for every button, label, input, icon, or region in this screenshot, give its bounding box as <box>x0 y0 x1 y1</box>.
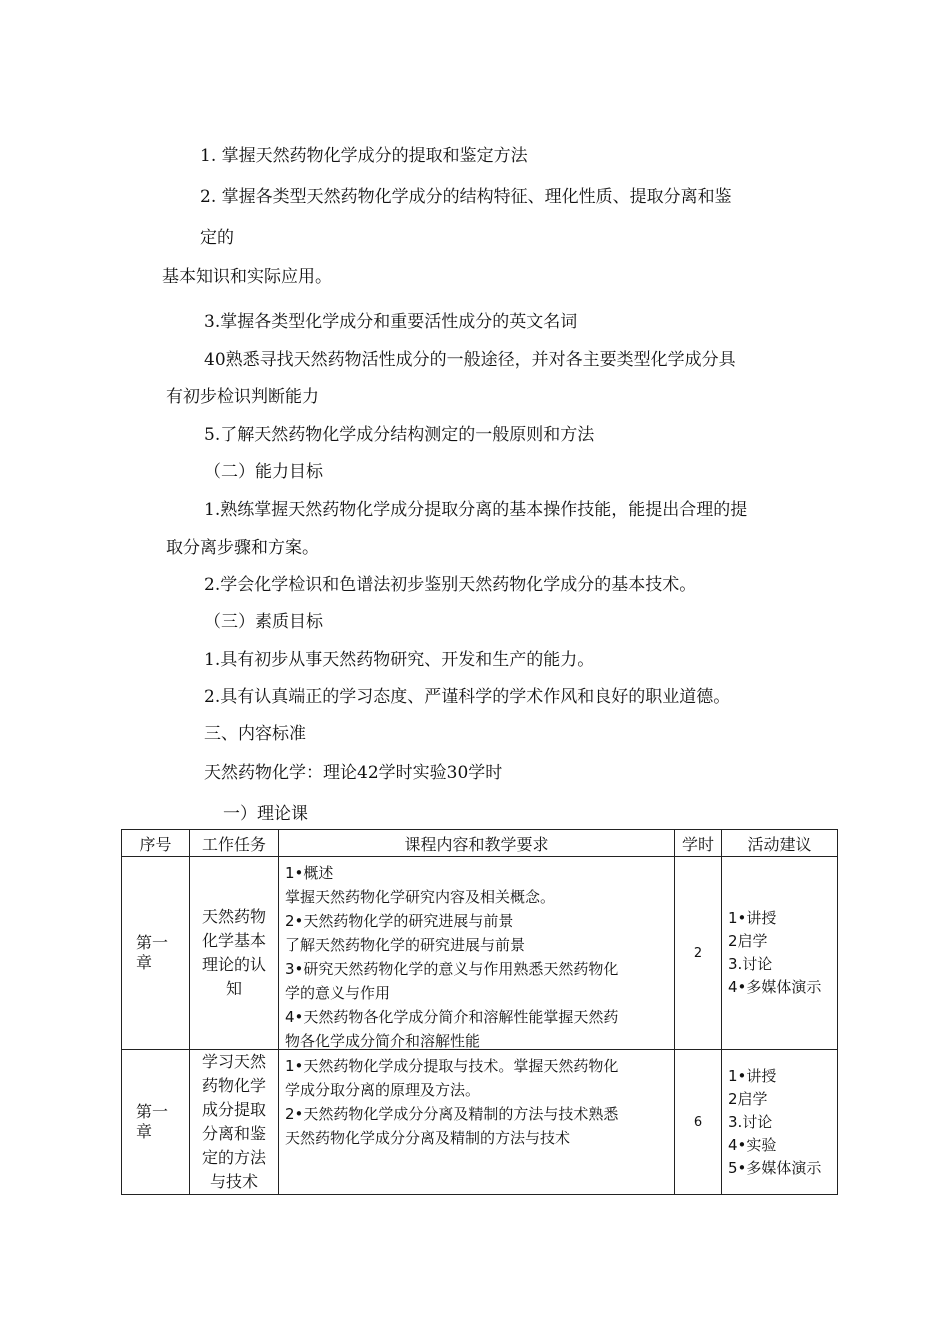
row-task: 天然药物化学基本理论的认知 <box>201 907 266 998</box>
content-line: 掌握天然药物化学研究内容及相关概念。 <box>285 888 556 906</box>
content-line: 3•研究天然药物化学的意义与作用熟悉天然药物化 <box>285 960 619 978</box>
header-activities: 活动建议 <box>722 830 838 857</box>
content-line: 2•天然药物化学的研究进展与前景 <box>285 912 514 930</box>
objective-line-5: 5.了解天然药物化学成分结构测定的一般原则和方法 <box>204 425 595 445</box>
row-task-cell <box>190 857 279 1050</box>
row-task: 学习天然药物化学成分提取分离和鉴定的方法与技术 <box>201 1052 266 1191</box>
activity-item: 3.讨论 <box>728 1112 773 1131</box>
table-row <box>122 857 838 1050</box>
objective-line-1: 1. 掌握天然药物化学成分的提取和鉴定方法 <box>200 146 528 166</box>
section-heading-ability: （二）能力目标 <box>204 462 323 482</box>
course-hours-line: 天然药物化学：理论42学时实验30学时 <box>204 763 503 783</box>
row-seq: 第一章 <box>136 1102 169 1141</box>
row-content-cell <box>279 1050 675 1195</box>
header-task: 工作任务 <box>190 830 279 857</box>
content-line: 学成分取分离的原理及方法。 <box>285 1081 481 1099</box>
objective-line-2-cont: 基本知识和实际应用。 <box>162 267 332 287</box>
content-line: 物各化学成分简介和溶解性能 <box>285 1032 481 1048</box>
content-line: 2•天然药物化学成分分离及精制的方法与技术熟悉 <box>285 1105 619 1123</box>
row-seq-cell <box>122 1050 190 1195</box>
activity-item: 1•讲授 <box>728 909 777 927</box>
activity-item: 2启学 <box>728 932 768 950</box>
row-content-cell <box>279 857 675 1050</box>
content-line: 学的意义与作用 <box>285 984 391 1002</box>
row-seq: 第一章 <box>136 933 169 972</box>
table-header-row <box>122 830 838 857</box>
ability-line-1-cont: 取分离步骤和方案。 <box>166 538 319 558</box>
content-line: 1•天然药物化学成分提取与技术。掌握天然药物化 <box>285 1057 619 1075</box>
objective-line-3: 3.掌握各类型化学成分和重要活性成分的英文名词 <box>204 312 578 332</box>
activity-item: 4•多媒体演示 <box>728 978 822 996</box>
section-heading-quality: （三）素质目标 <box>204 612 323 632</box>
row-activities-cell <box>722 857 838 1050</box>
table-row <box>122 1050 838 1195</box>
header-seq: 序号 <box>122 830 190 857</box>
objective-line-4: 40熟悉寻找天然药物活性成分的一般途径，并对各主要类型化学成分具 <box>204 350 736 370</box>
row-seq-cell <box>122 857 190 1050</box>
quality-line-1: 1.具有初步从事天然药物研究、开发和生产的能力。 <box>204 650 595 670</box>
ability-line-2: 2.学会化学检识和色谱法初步鉴别天然药物化学成分的基本技术。 <box>204 575 697 595</box>
content-line: 1•概述 <box>285 864 334 882</box>
header-content: 课程内容和教学要求 <box>279 830 675 857</box>
activity-item: 2启学 <box>728 1089 768 1108</box>
header-hours: 学时 <box>675 830 722 857</box>
row-task-cell <box>190 1050 279 1195</box>
course-content-table <box>121 829 838 1195</box>
content-line: 4•天然药物各化学成分简介和溶解性能掌握天然药 <box>285 1008 619 1026</box>
activity-item: 3.讨论 <box>728 955 773 973</box>
ability-line-1: 1.熟练掌握天然药物化学成分提取分离的基本操作技能，能提出合理的提 <box>204 500 748 520</box>
objective-line-2-wrap: 定的 <box>200 228 234 248</box>
row-hours: 2 <box>675 857 722 1050</box>
section-heading-content-standard: 三、内容标准 <box>204 724 306 744</box>
activity-item: 1•讲授 <box>728 1066 777 1085</box>
quality-line-2: 2.具有认真端正的学习态度、严谨科学的学术作风和良好的职业道德。 <box>204 687 731 707</box>
row-hours: 6 <box>675 1050 722 1195</box>
activity-item: 4•实验 <box>728 1135 777 1154</box>
theory-course-heading: 一）理论课 <box>223 804 308 824</box>
content-line: 了解天然药物化学的研究进展与前景 <box>285 936 526 954</box>
objective-line-2: 2. 掌握各类型天然药物化学成分的结构特征、理化性质、提取分离和鉴 <box>200 187 732 207</box>
row-activities-cell <box>722 1050 838 1195</box>
objective-line-4-cont: 有初步检识判断能力 <box>166 387 319 407</box>
activity-item: 5•多媒体演示 <box>728 1158 822 1177</box>
content-line: 天然药物化学成分分离及精制的方法与技术 <box>285 1129 571 1147</box>
